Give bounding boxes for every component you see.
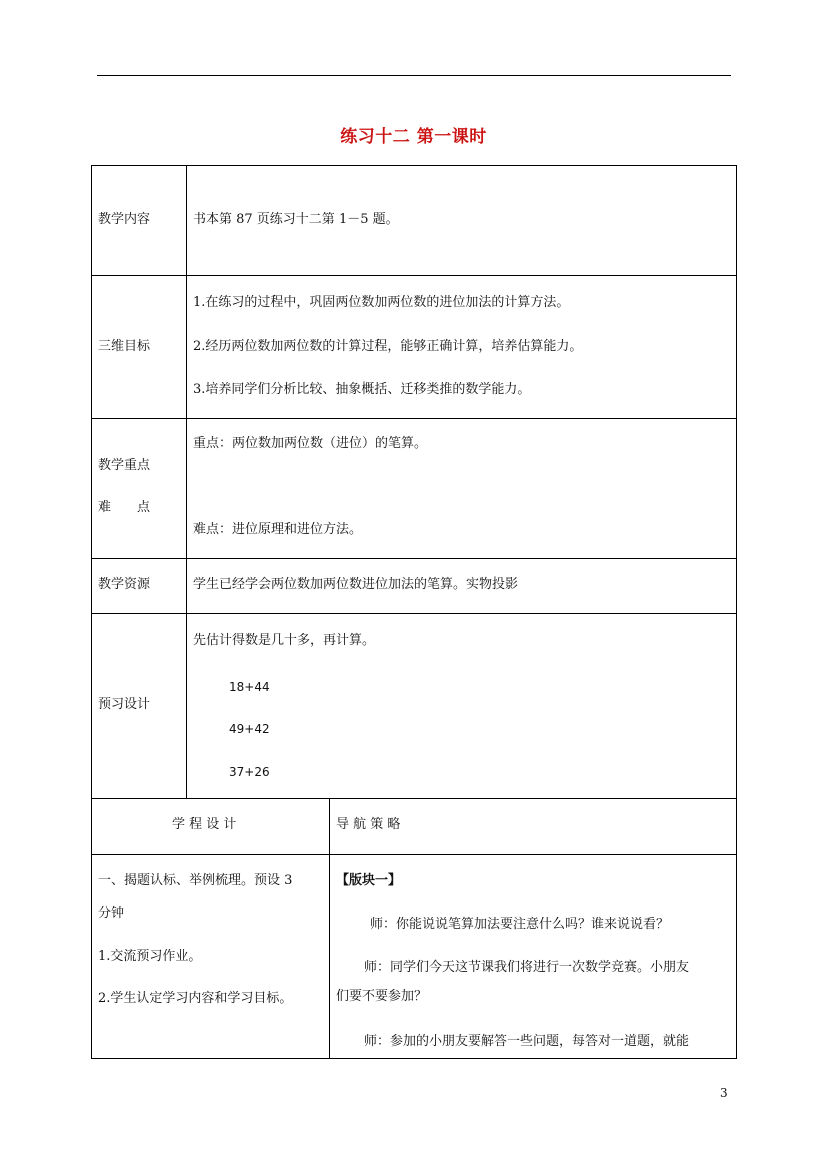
preview-problem: 37+26: [229, 765, 270, 779]
content-label: 教学内容: [98, 212, 151, 227]
process-header-right: 导 航 策 略: [336, 817, 401, 832]
goal-item: 1.在练习的过程中，巩固两位数加两位数的进位加法的计算方法。: [193, 295, 570, 310]
process-header-left: 学 程 设 计: [172, 817, 237, 832]
page-title: 练习十二 第一课时: [340, 127, 487, 147]
resources-text: 学生已经学会两位数加两位数进位加法的笔算。实物投影: [193, 577, 519, 592]
key-point-text: 重点：两位数加两位数（进位）的笔算。: [193, 436, 428, 451]
process-left-line: 2.学生认定学习内容和学习目标。: [98, 991, 293, 1006]
goals-label: 三维目标: [98, 339, 151, 354]
process-right-line: 师：你能说说笔算加法要注意什么吗？谁来说说看？: [370, 917, 670, 932]
goal-item: 2.经历两位数加两位数的计算过程，能够正确计算，培养估算能力。: [193, 339, 583, 354]
process-left-line: 分钟: [98, 906, 125, 921]
header-rule: [97, 75, 731, 76]
process-left-line: 一、揭题认标、举例梳理。预设 3: [98, 873, 293, 888]
process-right-line: 师：参加的小朋友要解答一些问题，每答对一道题，就能: [364, 1034, 690, 1049]
preview-problem: 18+44: [229, 680, 270, 694]
keypoints-label: 教学重点: [98, 458, 151, 473]
process-left-line: 1.交流预习作业。: [98, 949, 202, 964]
goal-item: 3.培养同学们分析比较、抽象概括、迁移类推的数学能力。: [193, 382, 531, 397]
content-text: 书本第 87 页练习十二第 1－5 题。: [193, 212, 399, 227]
cell-keypoints-label: [91, 418, 187, 559]
resources-label: 教学资源: [98, 577, 151, 592]
process-right-line: 师：同学们今天这节课我们将进行一次数学竞赛。小朋友: [364, 960, 690, 975]
preview-problem: 49+42: [229, 722, 270, 736]
preview-label: 预习设计: [98, 697, 151, 712]
process-right-line: 【版块一】: [336, 873, 402, 888]
preview-intro: 先估计得数是几十多，再计算。: [193, 633, 376, 648]
difficulty-text: 难点：进位原理和进位方法。: [193, 522, 363, 537]
page-number: 3: [720, 1086, 728, 1100]
process-right-line: 们要不要参加？: [336, 989, 428, 1004]
difficulty-label: 难 点: [98, 500, 151, 515]
